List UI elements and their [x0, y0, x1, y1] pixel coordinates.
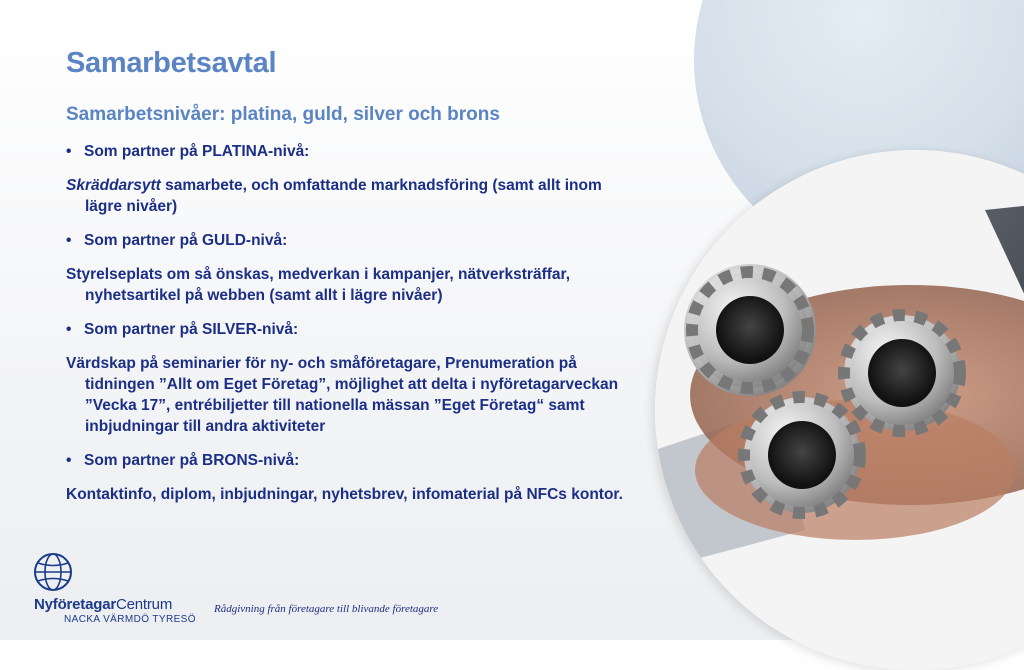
tier-description-guld	[66, 264, 626, 306]
tier-heading-guld: Som partner på GULD-nivå:	[84, 232, 288, 249]
logo-name-bold: Nyföretagar	[34, 596, 116, 613]
bullet-icon: •	[66, 321, 72, 338]
tier-text: samarbete, och omfattande marknadsföring (samt allt inom lägre nivåer)	[85, 177, 602, 215]
bullet-icon: •	[66, 452, 72, 469]
logo-subtitle: NACKA VÄRMDÖ TYRESÖ	[64, 614, 196, 625]
tier-text: Värdskap på seminarier för ny- och småföretagare, Prenumeration på tidningen ”Allt om Eget Företag”, möjlighet att delta i nyföretagarveckan ”Vecka 17”, entrébiljetter till nationella mässan ”Eget Företag“ samt inbjudningar till andra aktiviteter	[66, 355, 619, 435]
bullet-icon: •	[66, 143, 72, 160]
tier-description-silver	[66, 353, 626, 437]
tier-text: Styrelseplats om så önskas, medverkan i kampanjer, nätverksträffar, nyhetsartikel på webben (samt allt i lägre nivåer)	[66, 266, 571, 304]
tier-list	[66, 141, 626, 518]
tier-text: Kontaktinfo, diplom, inbjudningar, nyhetsbrev, infomaterial på NFCs kontor.	[66, 486, 623, 503]
tier-lead-italic: Skräddarsytt	[66, 177, 161, 194]
tier-heading	[66, 450, 626, 471]
tier-heading	[66, 319, 626, 340]
tier-heading	[66, 141, 626, 162]
tier-description-brons	[66, 484, 626, 505]
tier-heading-silver: Som partner på SILVER-nivå:	[84, 321, 299, 338]
tier-heading	[66, 230, 626, 251]
logo-name	[34, 596, 172, 613]
tier-heading-platina: Som partner på PLATINA-nivå:	[84, 143, 310, 160]
logo-name-rest: Centrum	[116, 596, 173, 613]
slide-title: Samarbetsavtal	[66, 47, 277, 79]
tier-heading-brons: Som partner på BRONS-nivå:	[84, 452, 300, 469]
gears-icon	[680, 255, 1010, 575]
footer-tagline: Rådgivning från företagare till blivande företagare	[214, 603, 439, 615]
tier-description-platina	[66, 175, 626, 217]
slide-subtitle: Samarbetsnivåer: platina, guld, silver och brons	[66, 104, 500, 125]
bullet-icon: •	[66, 232, 72, 249]
